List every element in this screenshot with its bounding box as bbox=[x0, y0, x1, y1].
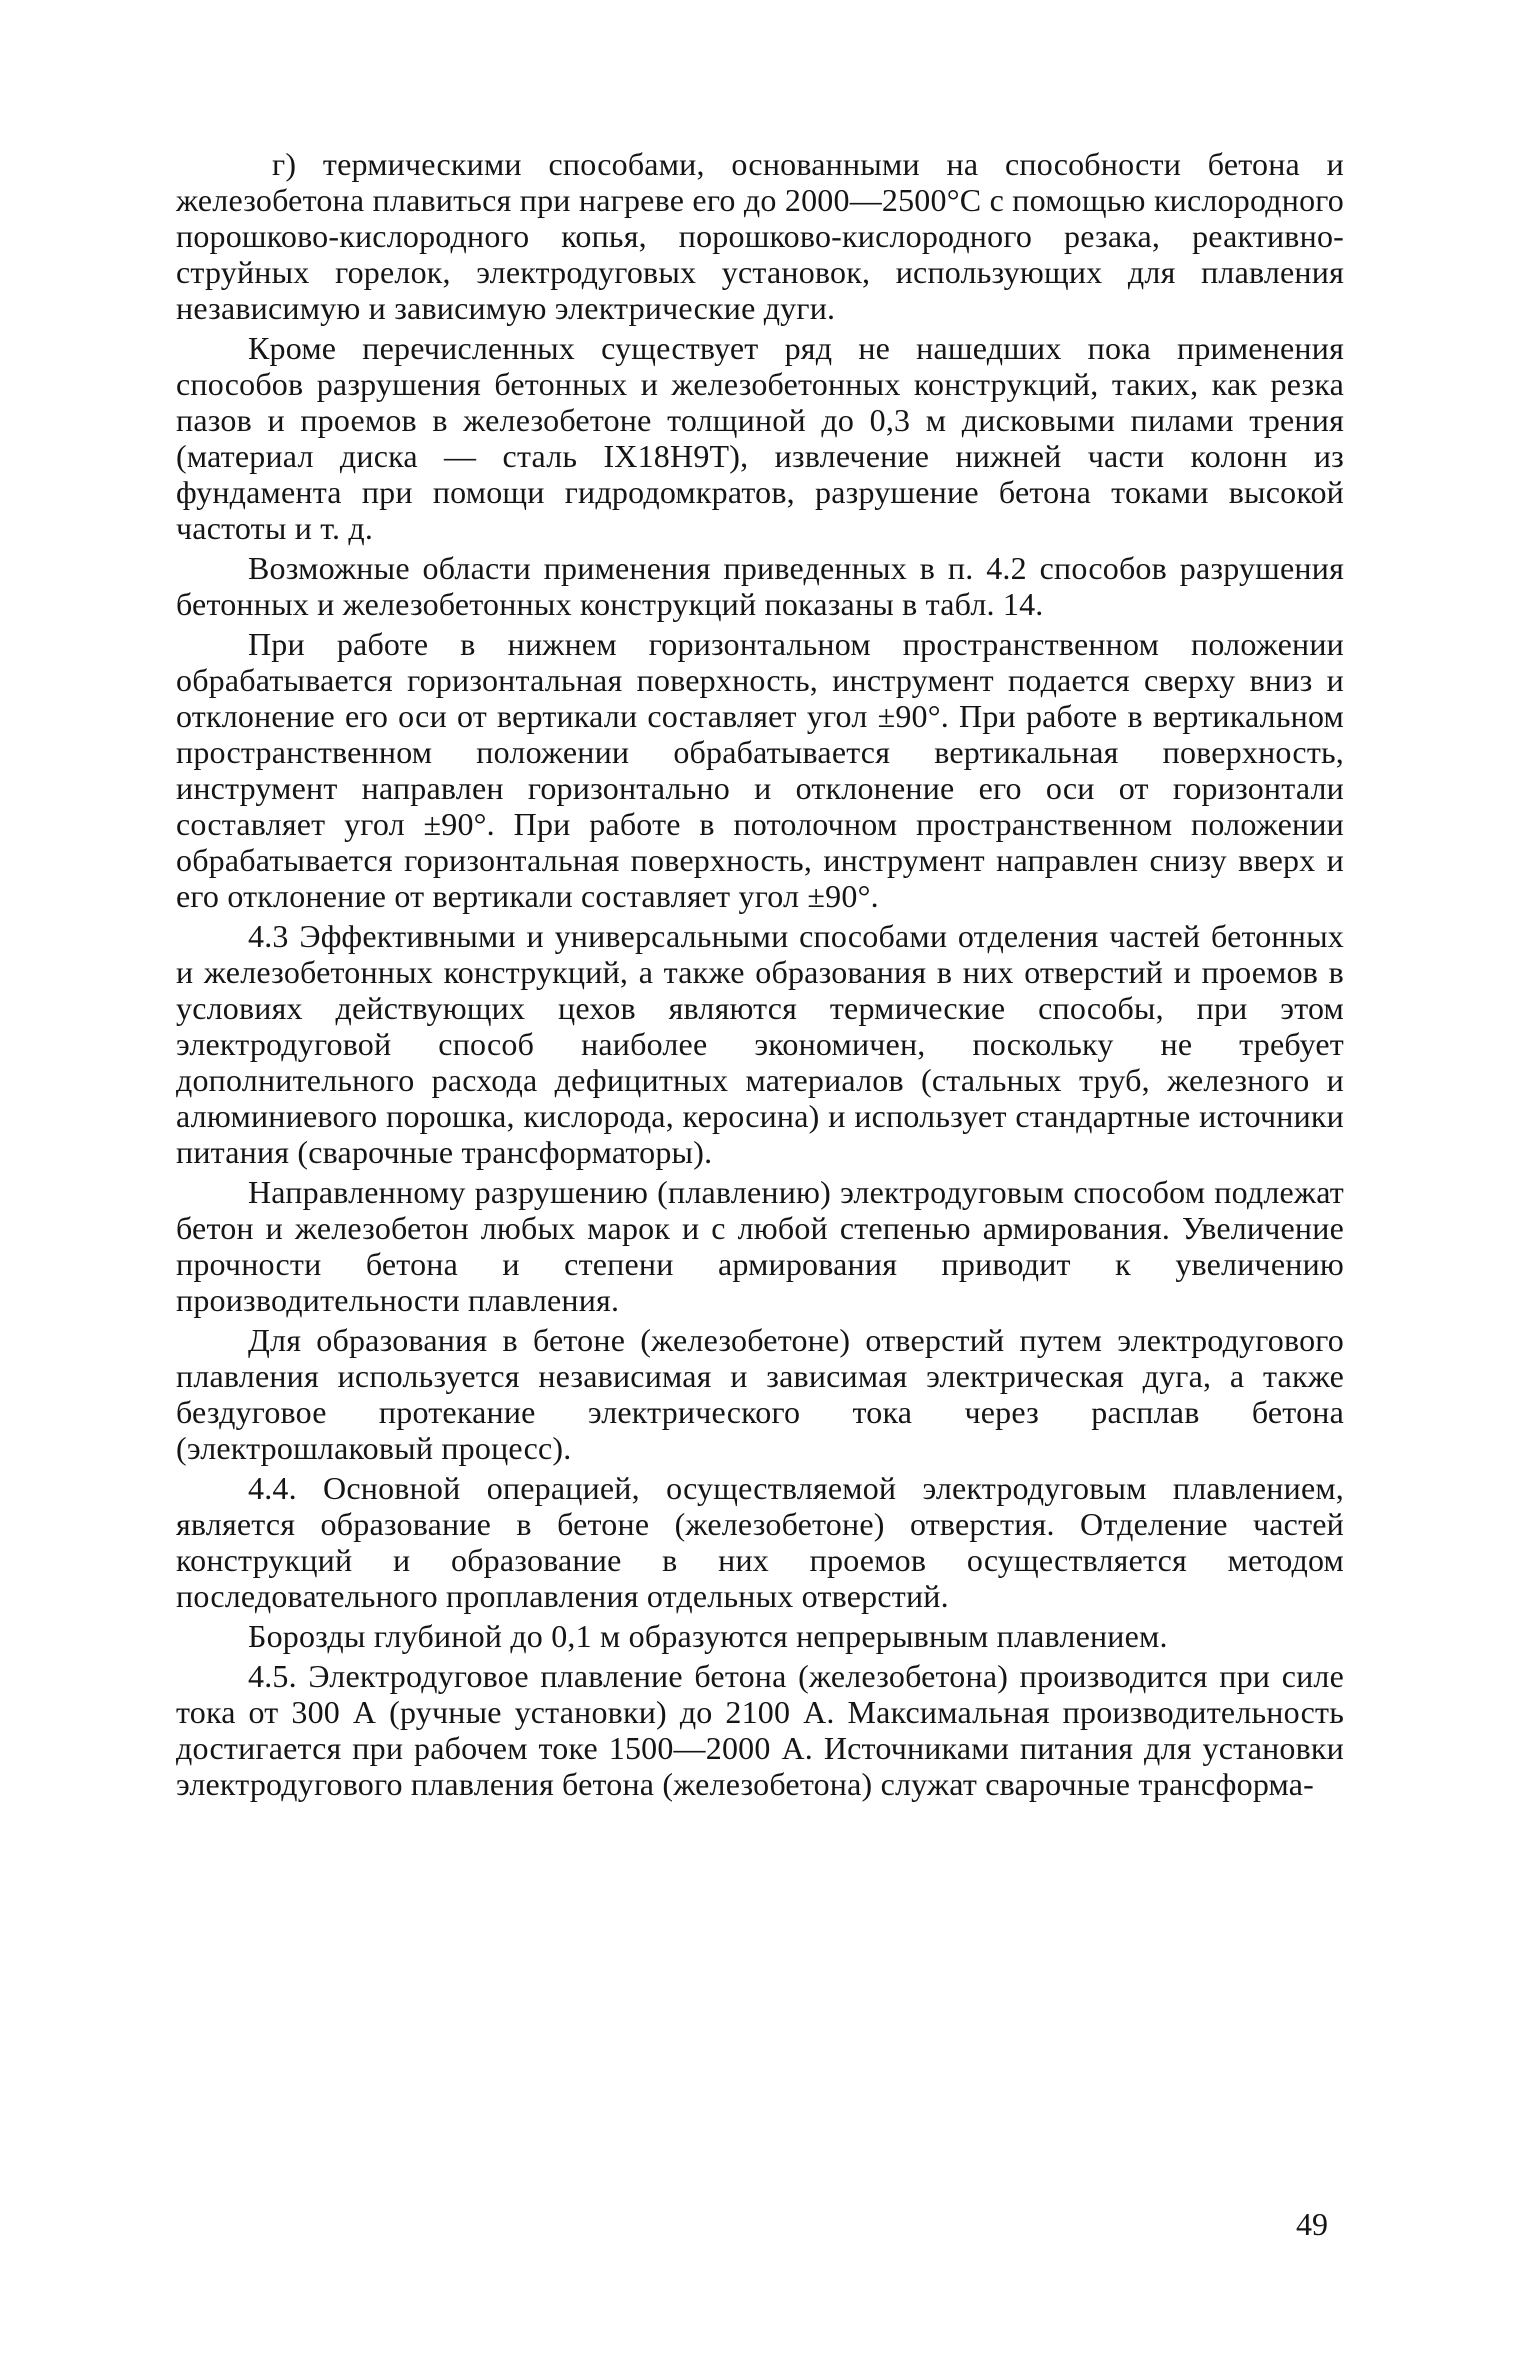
paragraph-application-areas: Возможные области применения приведенных в п. 4.2 способов разрушения бетонных и железобетонных конструкций показаны в табл. 14. bbox=[176, 550, 1344, 622]
body-text bbox=[176, 146, 1344, 1806]
paragraph-grooves: Борозды глубиной до 0,1 м образуются непрерывным плавлением. bbox=[248, 1618, 1168, 1654]
paragraph-hole-formation: Для образования в бетоне (железобетоне) отверстий путем электродугового плавления используется независимая и зависимая электрическая дуга, а также бездуговое протекание электрического тока через расплав бетона (электрошлаковый процесс). bbox=[176, 1322, 1344, 1466]
paragraph-section-4-5: 4.5. Электродуговое плавление бетона (железобетона) производится при силе тока от 300 А (ручные установки) до 2100 А. Максимальная производительность достигается при рабочем токе 1500—2000 А. Источниками питания для установки электродугового плавления бетона (железобетона) служат сварочные трансформа- bbox=[176, 1658, 1344, 1802]
paragraph-thermal-methods: г) термическими способами, основанными на способности бетона и железобетона плавиться при нагреве его до 2000—2500°С с помощью кислородного порошково-кислородного копья, порошково-кислородного резака, реактивно-струйных горелок, электродуговых установок, использующих для плавления независимую и зависимую электрические дуги. bbox=[176, 146, 1344, 326]
paragraph-section-4-3: 4.3 Эффективными и универсальными способами отделения частей бетонных и железобетонных конструкций, а также образования в них отверстий и проемов в условиях действующих цехов являются термические способы, при этом электродуговой способ наиболее экономичен, поскольку не требует дополнительного расхода дефицитных материалов (стальных труб, железного и алюминиевого порошка, кислорода, керосина) и использует стандартные источники питания (сварочные трансформаторы). bbox=[176, 918, 1344, 1170]
paragraph-section-4-4: 4.4. Основной операцией, осуществляемой электродуговым плавлением, является образование в бетоне (железобетоне) отверстия. Отделение частей конструкций и образование в них проемов осуществляется методом последовательного проплавления отдельных отверстий. bbox=[176, 1470, 1344, 1614]
page-number: 49 bbox=[1296, 2206, 1328, 2242]
paragraph-other-methods: Кроме перечисленных существует ряд не нашедших пока применения способов разрушения бетонных и железобетонных конструкций, таких, как резка пазов и проемов в железобетоне толщиной до 0,3 м дисковыми пилами трения (материал диска — сталь IX18Н9Т), извлечение нижней части колонн из фундамента при помощи гидродомкратов, разрушение бетона токами высокой частоты и т. д. bbox=[176, 330, 1344, 546]
paragraph-spatial-positions: При работе в нижнем горизонтальном пространственном положении обрабатывается горизонтальная поверхность, инструмент подается сверху вниз и отклонение его оси от вертикали составляет угол ±90°. При работе в вертикальном пространственном положении обрабатывается вертикальная поверхность, инструмент направлен горизонтально и отклонение его оси от горизонтали составляет угол ±90°. При работе в потолочном пространственном положении обрабатывается горизонтальная поверхность, инструмент направлен снизу вверх и его отклонение от вертикали составляет угол ±90°. bbox=[176, 626, 1344, 914]
paragraph-directed-destruction: Направленному разрушению (плавлению) электродуговым способом подлежат бетон и железобетон любых марок и с любой степенью армирования. Увеличение прочности бетона и степени армирования приводит к увеличению производительности плавления. bbox=[176, 1174, 1344, 1318]
